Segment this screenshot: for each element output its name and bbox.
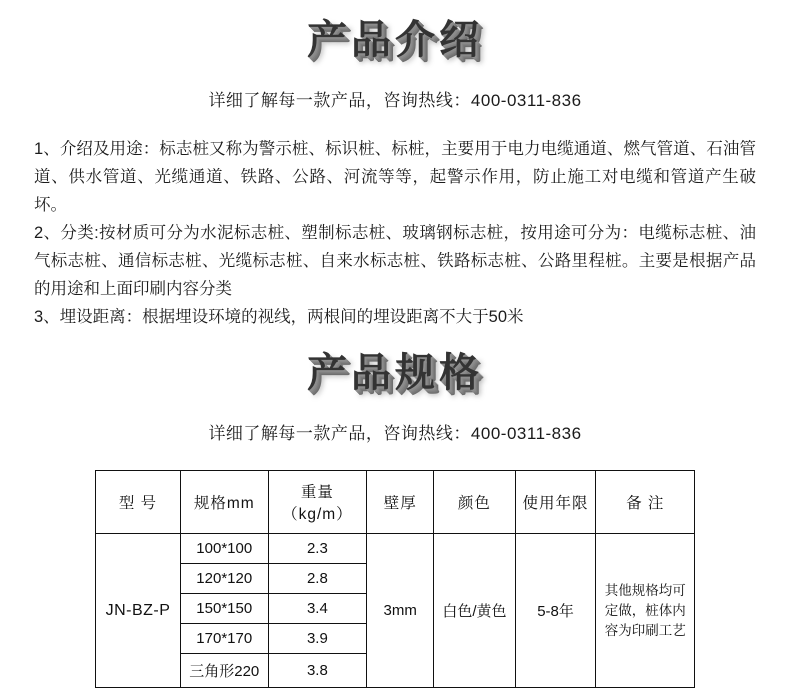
cell-color: 白色/黄色	[434, 534, 515, 688]
header-model: 型 号	[96, 471, 181, 534]
spec-section	[0, 331, 790, 688]
intro-body	[34, 135, 756, 331]
spec-table-wrap	[95, 470, 695, 688]
intro-subtitle: 详细了解每一款产品，咨询热线：400-0311-836	[208, 91, 582, 110]
spec-table	[95, 470, 695, 688]
intro-paragraph-3: 3、埋设距离：根据埋设环境的视线，两根间的埋设距离不大于50米	[34, 308, 524, 326]
cell-size: 120*120	[180, 564, 268, 594]
cell-size: 100*100	[180, 534, 268, 564]
header-wall-thickness: 壁厚	[367, 471, 434, 534]
cell-size: 三角形220	[180, 654, 268, 688]
cell-size: 150*150	[180, 594, 268, 624]
cell-weight: 2.8	[268, 564, 367, 594]
cell-service-life: 5-8年	[515, 534, 596, 688]
header-service-life: 使用年限	[515, 471, 596, 534]
intro-paragraph-1: 1、介绍及用途：标志桩又称为警示桩、标识桩、标桩，主要用于电力电缆通道、燃气管道、石油管道、供水管道、光缆通道、铁路、公路、河流等等，起警示作用，防止施工对电缆和管道产生破坏。	[34, 140, 756, 214]
intro-title: 产品介绍	[307, 17, 483, 63]
cell-size: 170*170	[180, 624, 268, 654]
cell-weight: 3.4	[268, 594, 367, 624]
intro-paragraph-2: 2、分类:按材质可分为水泥标志桩、塑制标志桩、玻璃钢标志桩，按用途可分为：电缆标志桩、油气标志桩、通信标志桩、光缆标志桩、自来水标志桩、铁路标志桩、公路里程桩。主要是根据产品的用途和上面印刷内容分类	[34, 224, 756, 298]
spec-subtitle: 详细了解每一款产品，咨询热线：400-0311-836	[208, 424, 582, 443]
table-row	[96, 534, 695, 564]
intro-section	[0, 0, 790, 331]
spec-title: 产品规格	[307, 350, 483, 396]
header-note: 备 注	[596, 471, 695, 534]
table-header-row	[96, 471, 695, 534]
cell-weight: 3.8	[268, 654, 367, 688]
cell-note: 其他规格均可定做，桩体内容为印刷工艺	[596, 534, 695, 688]
cell-wall-thickness: 3mm	[367, 534, 434, 688]
header-size: 规格mm	[180, 471, 268, 534]
cell-weight: 3.9	[268, 624, 367, 654]
header-weight: 重量（kg/m）	[268, 471, 367, 534]
cell-weight: 2.3	[268, 534, 367, 564]
cell-model: JN-BZ-P	[96, 534, 181, 688]
header-color: 颜色	[434, 471, 515, 534]
